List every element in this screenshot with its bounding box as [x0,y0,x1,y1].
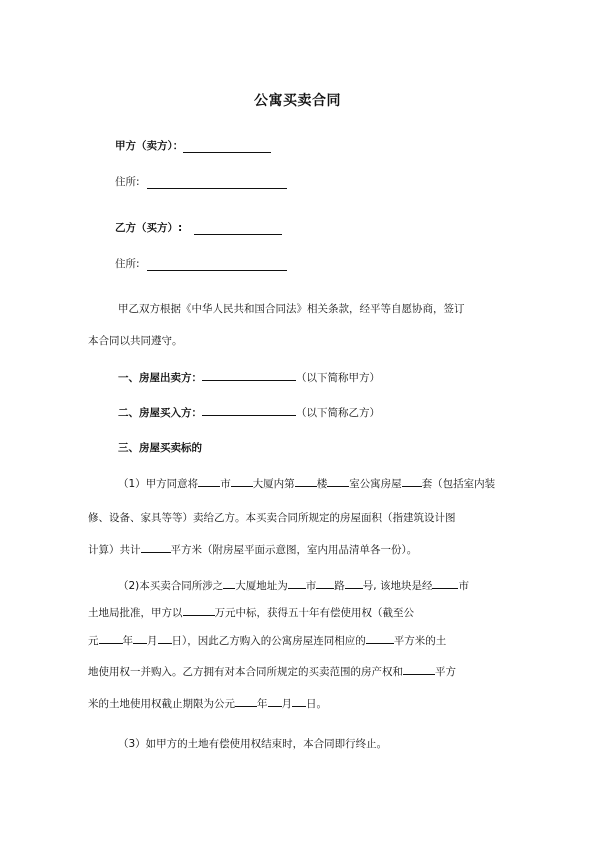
intro-line-2: 本合同以共同遵守。 [88,335,183,347]
clause1-line-3 [88,542,417,557]
clause2-text: 号, 该地块是经 [362,580,433,592]
blank [366,633,394,644]
clause1-line-1 [88,476,495,491]
clause1-line-2: 修、设备、家具等等）卖给乙方。本买卖合同所规定的房屋面积（指建筑设计图 [88,512,456,524]
blank [141,542,171,553]
clause1-text: 平方米（附房屋平面示意图，室内用品清单各一份）。 [170,544,418,556]
clause1-text: 套（包括室内装 [421,478,496,490]
blank [288,578,306,589]
clause3-line: （3）如甲方的土地有偿使用权结束时，本合同即行终止。 [118,738,388,750]
clause2-text: 市 [305,580,317,592]
clause2-line-2 [88,605,414,620]
clause2-text: 日。 [306,698,327,710]
item-seller-blank [202,370,296,381]
party-b-address-blank [147,259,287,271]
clause2-text: 月 [281,698,292,710]
clause1-text: 市 [220,478,231,490]
party-a-address-blank [147,177,287,189]
clause2-line-3 [88,633,446,648]
blank [235,696,257,707]
clause1-text: （1）甲方同意将 [118,478,199,490]
blank [133,633,147,644]
clause2-line-4 [88,664,456,679]
item-subject-heading [88,440,202,455]
clause2-text: 年 [122,635,133,647]
clause2-text: 市 [458,580,469,592]
blank [295,476,317,487]
blank [292,696,306,707]
blank [231,476,253,487]
clause2-line-1 [88,578,469,593]
item-buyer-suffix: （以下简称乙方） [296,407,380,419]
clause2-text: 大厦地址为 [235,580,288,592]
page-title: 公寓买卖合同 [254,93,341,109]
clause2-text: 月 [147,635,158,647]
clause2-text: （2)本买卖合同所涉之 [118,580,224,592]
party-b-address-row [115,256,287,271]
clause2-text: 平方米的土 [393,635,447,647]
item-seller-suffix: （以下简称甲方） [296,372,380,384]
item-subject-label: 三、房屋买卖标的 [118,442,202,454]
party-a-blank [183,141,271,153]
clause2-text: 年 [257,698,268,710]
blank [432,578,458,589]
clause2-line-5 [88,696,327,711]
clause2-text: 米的土地使用权截止期限为公元 [88,698,235,710]
clause2-text: 平方 [435,666,456,678]
blank [345,578,363,589]
clause2-text: 路 [334,580,345,592]
item-seller-label: 一、房屋出卖方： [118,372,202,384]
item-seller-row [88,370,380,385]
clause1-text: 大厦内第 [252,478,295,490]
item-buyer-row [88,405,380,420]
clause2-text: 土地局批准，甲方以 [88,607,183,619]
clause1-text: 计算）共计 [88,544,141,556]
item-buyer-label: 二、房屋买入方： [118,407,202,419]
party-a-address-label: 住所: [115,176,140,188]
blank [402,476,422,487]
party-b-blank [194,223,282,235]
clause1-text: 室公寓房屋 [349,478,402,490]
clause2-text: 日），因此乙方购入的公寓房屋连同相应的 [171,635,366,647]
clause1-text: 楼 [316,478,328,490]
blank [327,476,349,487]
blank [99,633,123,644]
party-a-label: 甲方（卖方）： [115,140,184,152]
item-buyer-blank [202,405,296,416]
party-b-address-label: 住所: [115,258,140,270]
blank [316,578,334,589]
intro-line-1: 甲乙双方根据《中华人民共和国合同法》相关条款，经平等自愿协商，签订 [118,303,465,315]
blank [198,476,220,487]
blank [268,696,282,707]
party-a-row [115,138,271,153]
party-b-row [115,220,282,235]
clause2-text: 万元中标，获得五十年有偿使用权（截至公 [214,607,414,619]
blank [158,633,172,644]
blank [403,664,435,675]
party-b-label: 乙方（买方）: [115,222,183,234]
party-a-address-row [115,174,287,189]
blank [183,605,215,616]
clause2-text: 元 [88,635,99,647]
clause2-text: 地使用权一并购入。乙方拥有对本合同所规定的买卖范围的房产权和 [88,666,403,678]
blank [223,578,235,589]
